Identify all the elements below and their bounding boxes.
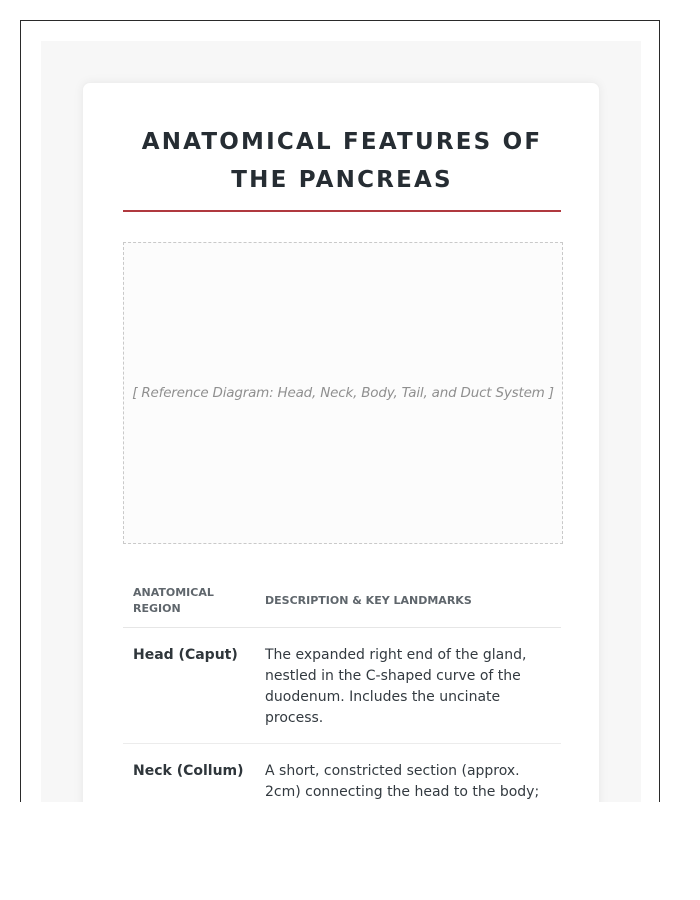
region-description: The expanded right end of the gland, nestled in the C-shaped curve of the duodenum. Includes the uncinate process. (255, 628, 561, 744)
page-frame (20, 20, 660, 802)
table-header-row (123, 573, 561, 628)
region-name: Head (Caput) (123, 628, 255, 744)
title-divider (123, 210, 561, 212)
page-background (41, 41, 641, 802)
table-row (123, 628, 561, 744)
region-name: Neck (Collum) (123, 744, 255, 803)
content-card (82, 82, 600, 802)
anatomy-table (123, 573, 561, 802)
page-title: ANATOMICAL FEATURES OF THE PANCREAS (141, 129, 543, 193)
reference-diagram-placeholder (123, 242, 563, 544)
table-row (123, 744, 561, 803)
diagram-caption: [ Reference Diagram: Head, Neck, Body, Tail, and Duct System ] (132, 385, 554, 401)
column-header-region: ANATOMICAL REGION (123, 573, 255, 628)
region-description: A short, constricted section (approx. 2cm) connecting the head to the body; (255, 744, 561, 803)
column-header-description: DESCRIPTION & KEY LANDMARKS (255, 573, 561, 628)
